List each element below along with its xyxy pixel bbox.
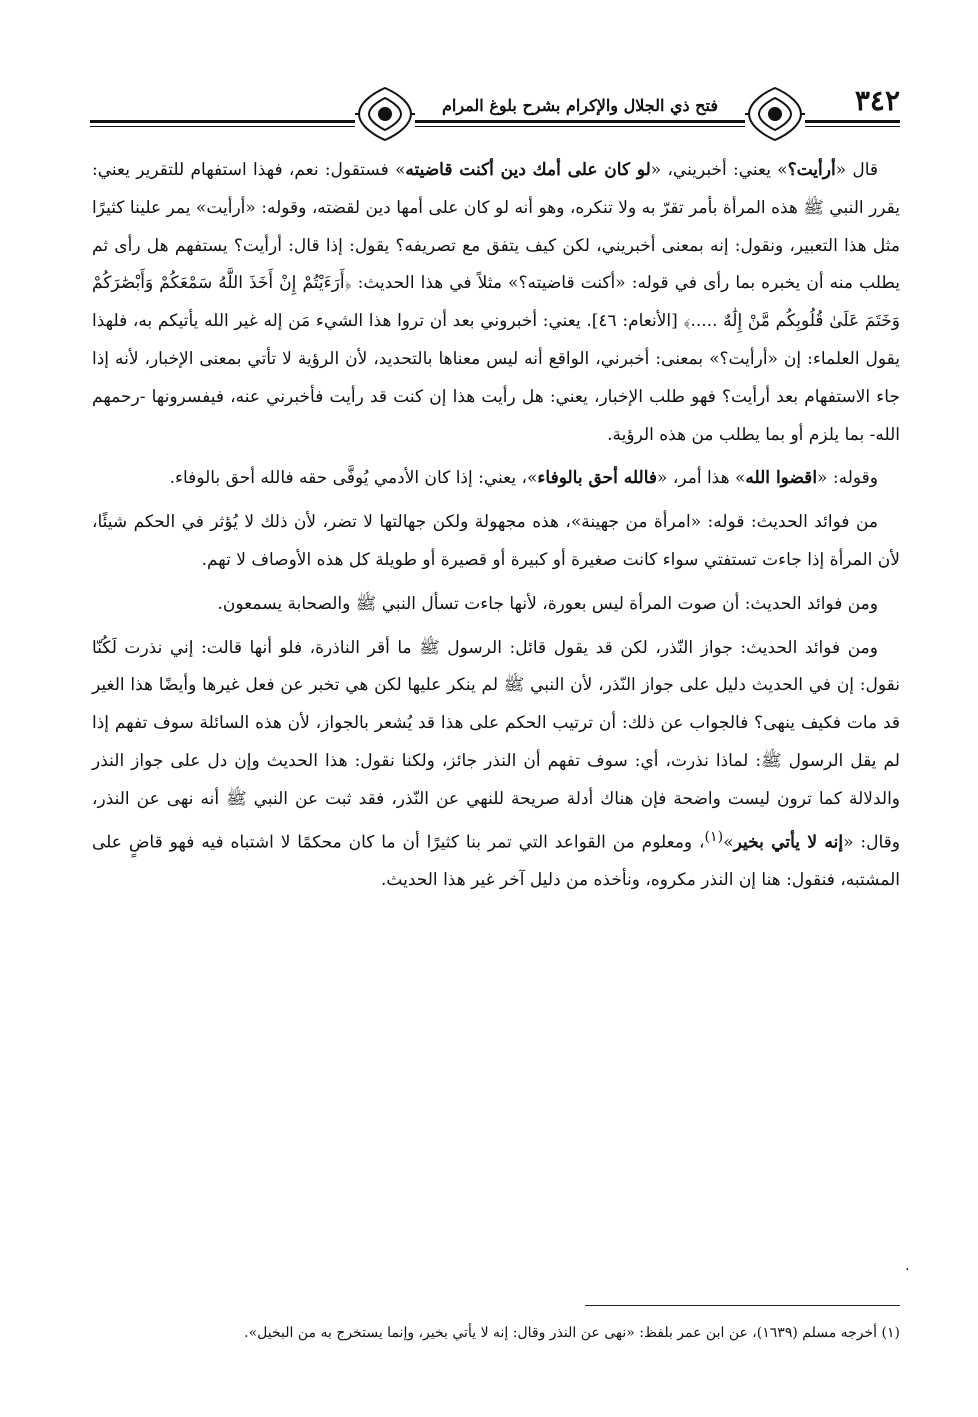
quote-bold: لو كان على أمك دين أكنت قاضيته	[405, 160, 651, 180]
footnote: (١) أخرجه مسلم (١٦٣٩)، عن ابن عمر بلفظ: «نهى عن النذر وقال: إنه لا يأتي بخير، وإنما يستخرج به من البخيل».	[244, 1325, 900, 1341]
page-number: ٣٤٢	[849, 84, 900, 117]
quote-bold: أرأيت؟	[787, 160, 836, 180]
footnote-ref: (١)	[704, 828, 724, 845]
running-title: فتح ذي الجلال والإكرام بشرح بلوغ المرام	[415, 96, 745, 115]
paragraph-2: وقوله: «اقضوا الله» هذا أمر، «فالله أحق بالوفاء»، يعني: إذا كان الأدمي يُوفَّى حقه فالله أحق بالوفاء.	[169, 468, 878, 489]
paragraph-4: ومن فوائد الحديث: أن صوت المرأة ليس بعورة، لأنها جاءت تسأل النبي ﷺ والصحابة يسمعون.	[217, 593, 878, 614]
left-ornament-icon	[355, 84, 415, 144]
quran-verse: ﴿أَرَءَيْتُمْ إِنْ أَخَذَ اللَّهُ سَمْعَكُمْ وَأَبْصَٰرَكُمْ وَخَتَمَ عَلَىٰ قُلُوبِكُم مَّنْ إِلَٰهٌ .....﴾	[92, 273, 900, 332]
main-text	[92, 150, 900, 906]
right-ornament-icon	[745, 84, 805, 144]
margin-mark: .	[905, 1258, 910, 1274]
footnote-rule	[585, 1305, 900, 1306]
page-header	[90, 78, 900, 148]
quote-bold: فالله أحق بالوفاء	[537, 468, 658, 489]
quote-bold: إنه لا يأتي بخير	[733, 832, 844, 853]
paragraph-3: من فوائد الحديث: قوله: «امرأة من جهينة»، هذه مجهولة ولكن جهالتها لا تضر، لأن ذلك لا يُؤثر في الحكم شيئًا، لأن المرأة إذا جاءت تستفتي سواء كانت صغيرة أو كبيرة أو قصيرة أو طويلة كل هذه الأوصاف لا تهم.	[92, 512, 900, 570]
paragraph-1: قال «أرأيت؟» يعني: أخبريني، «لو كان على أمك دين أكنت قاضيته» فستقول: نعم، فهذا استفهام للتقرير يعني: يقرر النبي ﷺ هذه المرأة بأمر تقرّ به ولا تنكره، وهو أنه لو كان على أمها دين لقضته، وقوله: «أرأيت» يمر علينا كثيرًا مثل هذا التعبير، ونقول: إنه بمعنى أخبريني، لكن كيف يتفق مع تصريفه؟ يقول: إذا قال: أرأيت؟ يستفهم هل رأى ثم يطلب منه أن يخبره بما رأى في قوله: «أكنت قاضيته؟» مثلاً في هذا الحديث: ﴿أَرَءَيْتُمْ إِنْ أَخَذَ اللَّهُ سَمْعَكُمْ وَأَبْصَٰرَكُمْ وَخَتَمَ عَلَىٰ قُلُوبِكُم مَّنْ إِلَٰهٌ .....﴾ [الأنعام: ٤٦]. يعني: أخبروني بعد أن تروا هذا الشيء مَن إله غير الله يأتيكم به، فلهذا يقول العلماء: إن «أرأيت؟» بمعنى: أخبرني، الواقع أنه ليس معناها بالتحديد، لأن الرؤية لا تأتي بمعنى الإخبار، لأنه إذا جاء الاستفهام بعد أرأيت؟ فهو طلب الإخبار، يعني: هل رأيت هذا إن كنت قد رأيت فأخبرني عنه، فيفسرونها -رحمهم الله- بما يلزم أو بما يطلب من هذه الرؤية.	[92, 160, 900, 445]
paragraph-5: ومن فوائد الحديث: جواز النّذر، لكن قد يقول قائل: الرسول ﷺ ما أقر الناذرة، فلو أنها قالت: إني نذرت لَكُنّا نقول: إن في الحديث دليل على جواز النّذر، لأن النبي ﷺ لم ينكر عليها لكن هي تخبر عن فعل غيرها وأيضًا هذا الغير قد مات فكيف ينهى؟ فالجواب عن ذلك: أن ترتيب الحكم على هذا قد يُشعر بالجواز، لأن هذه السائلة سوف تفهم إذا لم يقل الرسول ﷺ: لماذا نذرت، أي: سوف تفهم أن النذر جائز، ولكنا نقول: هذا الحديث وإن دل على جواز النذر والدلالة كما ترون ليست واضحة فإن هناك أدلة صريحة للنهي عن النّذر، فقد ثبت عن النبي ﷺ أنه نهى عن النذر، وقال: «إنه لا يأتي بخير»$^{(١)}$، ومعلوم من القواعد التي تمر بنا كثيرًا أن ما كان محكمًا لا اشتباه فيه فهو قاضٍ على المشتبه، فنقول: هنا إن النذر مكروه، ونأخذه من دليل آخر غير هذا الحديث.	[92, 637, 900, 890]
quote-bold: اقضوا الله	[745, 468, 818, 489]
